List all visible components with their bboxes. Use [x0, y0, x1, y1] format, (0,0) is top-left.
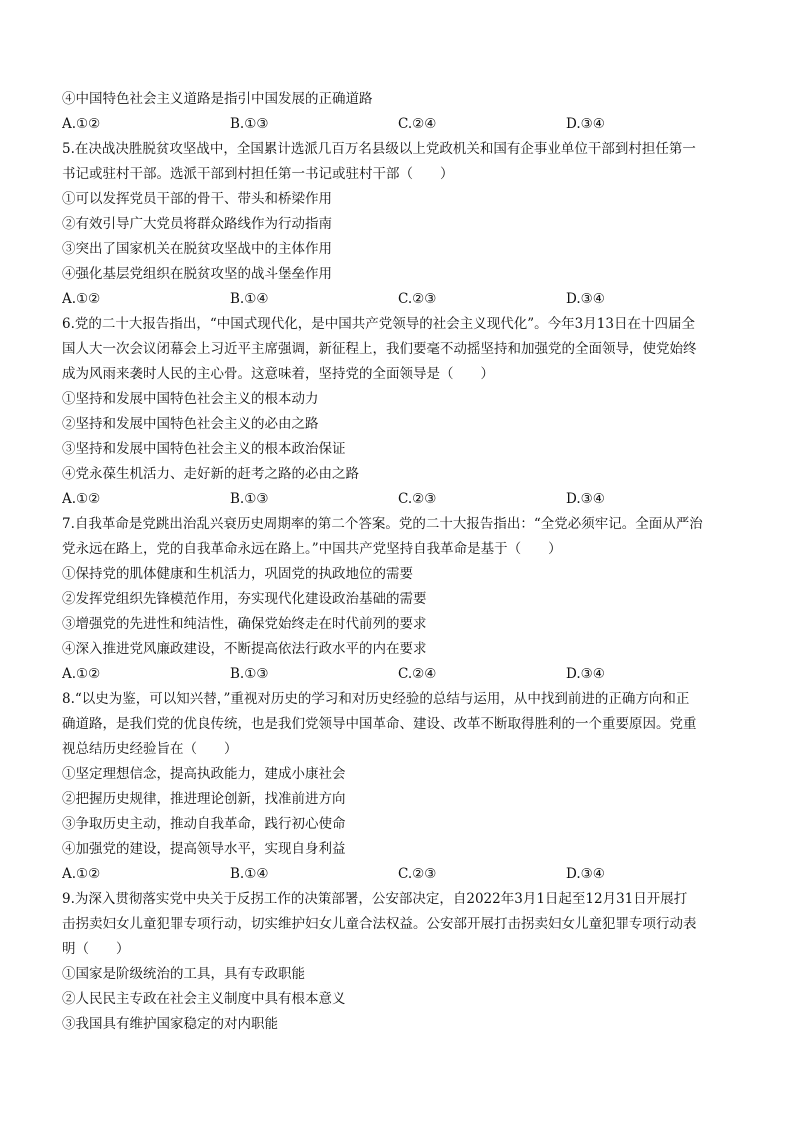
q7-choices	[62, 662, 742, 687]
q7-stem-line-1: 7.自我革命是党跳出治乱兴衰历史周期率的第二个答案。党的二十大报告指出：“全党必须牢记。全面从严治	[62, 516, 703, 532]
q5-choice-d: D.③④	[566, 291, 605, 307]
q6-item-3: ③坚持和发展中国特色社会主义的根本政治保证	[62, 441, 346, 457]
q6-choice-d: D.③④	[566, 491, 605, 507]
q7-choice-d: D.③④	[566, 666, 605, 682]
q4-choices	[62, 112, 742, 137]
q6-choice-b: B.①③	[230, 491, 269, 507]
q8-item-4: ④加强党的建设，提高领导水平，实现自身利益	[62, 841, 346, 857]
q6-item-1: ①坚持和发展中国特色社会主义的根本动力	[62, 391, 319, 407]
q7-choice-a: A.①②	[62, 666, 101, 682]
q8-choices	[62, 862, 742, 887]
q6-stem-line-2: 国人大一次会议闭幕会上习近平主席强调，新征程上，我们要毫不动摇坚持和加强党的全面领导，使党始终	[62, 341, 697, 357]
q9-stem-line-3: 明（ ）	[62, 941, 130, 957]
q8-stem-line-3: 视总结历史经验旨在（ ）	[62, 741, 238, 757]
q9-stem-line-2: 击拐卖妇女儿童犯罪专项行动，切实维护妇女儿童合法权益。公安部开展打击拐卖妇女儿童犯罪专项行动表	[62, 916, 697, 932]
q7-item-1: ①保持党的肌体健康和生机活力，巩固党的执政地位的需要	[62, 566, 413, 582]
q8-choice-c: C.②③	[398, 866, 437, 882]
q7-item-4: ④深入推进党风廉政建设，不断提高依法行政水平的内在要求	[62, 641, 427, 657]
q6-stem-line-3: 成为风雨来袭时人民的主心骨。这意味着，坚持党的全面领导是（ ）	[62, 366, 494, 382]
q5-choice-a: A.①②	[62, 291, 101, 307]
q7-choice-c: C.②④	[398, 666, 437, 682]
q8-stem-line-2: 确道路，是我们党的优良传统，也是我们党领导中国革命、建设、改革不断取得胜利的一个重要原因。党重	[62, 716, 697, 732]
q5-item-4: ④强化基层党组织在脱贫攻坚的战斗堡垒作用	[62, 266, 332, 282]
q9-item-2: ②人民民主专政在社会主义制度中具有根本意义	[62, 991, 346, 1007]
q5-stem-line-1: 5.在决战决胜脱贫攻坚战中，全国累计选派几百万名县级以上党政机关和国有企事业单位干部到村担任第一	[62, 141, 696, 157]
q6-stem-line-1: 6.党的二十大报告指出，“中国式现代化，是中国共产党领导的社会主义现代化”。今年3月13日在十四届全	[62, 316, 695, 332]
q5-choice-b: B.①④	[230, 291, 269, 307]
q9-item-1: ①国家是阶级统治的工具，具有专政职能	[62, 966, 305, 982]
q6-item-2: ②坚持和发展中国特色社会主义的必由之路	[62, 416, 319, 432]
q8-item-2: ②把握历史规律，推进理论创新，找准前进方向	[62, 791, 346, 807]
q9-item-3: ③我国具有维护国家稳定的对内职能	[62, 1016, 278, 1032]
q4-item-4: ④中国特色社会主义道路是指引中国发展的正确道路	[62, 91, 373, 107]
q5-item-2: ②有效引导广大党员将群众路线作为行动指南	[62, 216, 332, 232]
q7-item-2: ②发挥党组织先锋模范作用，夯实现代化建设政治基础的需要	[62, 591, 427, 607]
q8-choice-d: D.③④	[566, 866, 605, 882]
q8-item-1: ①坚定理想信念，提高执政能力，建成小康社会	[62, 766, 346, 782]
q9-stem-line-1: 9.为深入贯彻落实党中央关于反拐工作的决策部署，公安部决定，自2022年3月1日起至12月31日开展打	[62, 891, 688, 907]
q6-choices	[62, 487, 742, 512]
q4-choice-a: A.①②	[62, 116, 101, 132]
q7-stem-line-2: 党永远在路上，党的自我革命永远在路上。”中国共产党坚持自我革命是基于（ ）	[62, 541, 562, 557]
q4-choice-d: D.③④	[566, 116, 605, 132]
q7-item-3: ③增强党的先进性和纯洁性，确保党始终走在时代前列的要求	[62, 616, 427, 632]
q8-item-3: ③争取历史主动，推动自我革命，践行初心使命	[62, 816, 346, 832]
q4-choice-c: C.②④	[398, 116, 437, 132]
q6-choice-c: C.②③	[398, 491, 437, 507]
q7-choice-b: B.①③	[230, 666, 269, 682]
q5-choices	[62, 287, 742, 312]
q5-item-1: ①可以发挥党员干部的骨干、带头和桥梁作用	[62, 191, 332, 207]
q6-choice-a: A.①②	[62, 491, 101, 507]
q4-choice-b: B.①③	[230, 116, 269, 132]
q8-choice-b: B.①④	[230, 866, 269, 882]
q8-choice-a: A.①②	[62, 866, 101, 882]
q5-choice-c: C.②③	[398, 291, 437, 307]
q6-item-4: ④党永葆生机活力、走好新的赶考之路的必由之路	[62, 466, 359, 482]
q5-item-3: ③突出了国家机关在脱贫攻坚战中的主体作用	[62, 241, 332, 257]
q8-stem-line-1: 8.“以史为鉴，可以知兴替，”重视对历史的学习和对历史经验的总结与运用，从中找到前进的正确方向和正	[62, 691, 690, 707]
q5-stem-line-2: 书记或驻村干部。选派干部到村担任第一书记或驻村干部（ ）	[62, 166, 454, 182]
